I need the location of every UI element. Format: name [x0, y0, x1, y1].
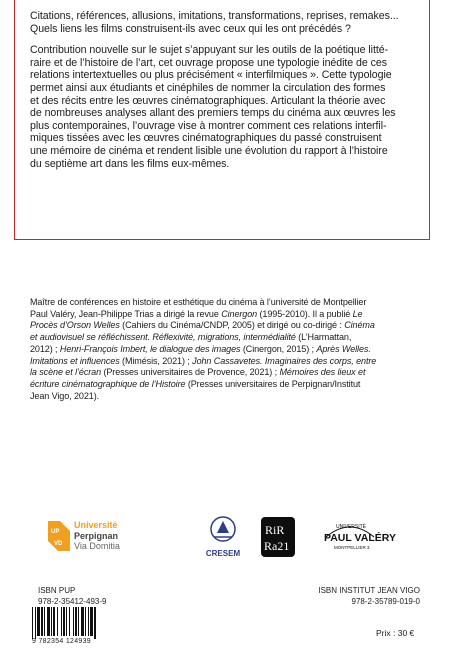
summary-body: Contribution nouvelle sur le sujet s’appuyant sur les outils de la poétique litté- raire et de l’histoire de l’art, cet ouvrage propose une typologie inédite de ces relations intertextuelles ou plus précisément « interfilmiques ». Cette typologie permet ainsi aux étudiants et cinéphiles de nommer la circulation des formes et des récits entre les œuvres cinématographiques. Articulant la théorie avec de nombreuses analyses allant des premiers temps du cinéma aux œuvres les plus contemporaines, l’ouvrage vise à montrer comment ces relations interfil- miques tissées avec les œuvres cinématographiques du passé construisent une mémoire de cinéma et rendent lisible une évolution du rapport à l’histoire du septième art dans les films eux-mêmes. [30, 44, 396, 170]
svg-text:VD: VD [54, 541, 63, 547]
isbn-jean-vigo: ISBN INSTITUT JEAN VIGO 978-2-35789-019-0 [318, 586, 420, 606]
cresem-emblem-icon [208, 513, 238, 545]
svg-text:UP: UP [51, 529, 60, 535]
summary-block [30, 10, 416, 179]
paul-valery-logo [320, 513, 396, 555]
price: Prix : 30 € [376, 628, 415, 638]
upvd-name: Université Perpignan Via Domitia [74, 520, 120, 551]
cresem-logo: CRESEM [198, 513, 248, 558]
barcode-icon [30, 607, 120, 639]
upvd-logo-icon [46, 519, 72, 558]
pv-main-text: PAUL VALÉRY [324, 532, 396, 544]
pv-top-text: UNIVERSITÉ [336, 524, 367, 530]
barcode-number: 9 782354 124939 [32, 638, 91, 645]
summary-intro: Citations, références, allusions, imitations, transformations, reprises, remakes... Quels liens les films construisent-ils avec ceux qui les ont précédés ? [30, 10, 399, 35]
rir-logo: RiR Ra21 [261, 517, 295, 557]
isbn-pup: ISBN PUP 978-2-35412-493-9 [38, 586, 107, 606]
pv-sub-text: MONTPELLIER 3 [334, 545, 370, 550]
author-bio: Maître de conférences en histoire et esthétique du cinéma à l’université de Montpellier Paul Valéry, Jean-Philippe Trias a dirigé la revue Cinergon (1995-2010). Il a publié Le Procès d’Orson Welles (Cahiers du Cinéma/CNDP, 2005) et dirigé ou co-dirigé : Cinéma et audiovisuel se réfléchissent. Réflexivité, migrations, intermédialité (L’Harmattan, 2012) ; Henri-François Imbert, le dialogue des images (Cinergon, 2015) ; Après Welles. Imitations et influences (Mimésis, 2021) ; John Cassavetes. Imaginaires des corps, entre la scène et l’écran (Presses universitaires de Provence, 2021) ; Mémoires des lieux et écriture cinématographique de l’Histoire (Presses universitaires de Perpignan/Institut Jean Vigo, 2021). [30, 297, 377, 401]
partner-logos [30, 505, 430, 575]
